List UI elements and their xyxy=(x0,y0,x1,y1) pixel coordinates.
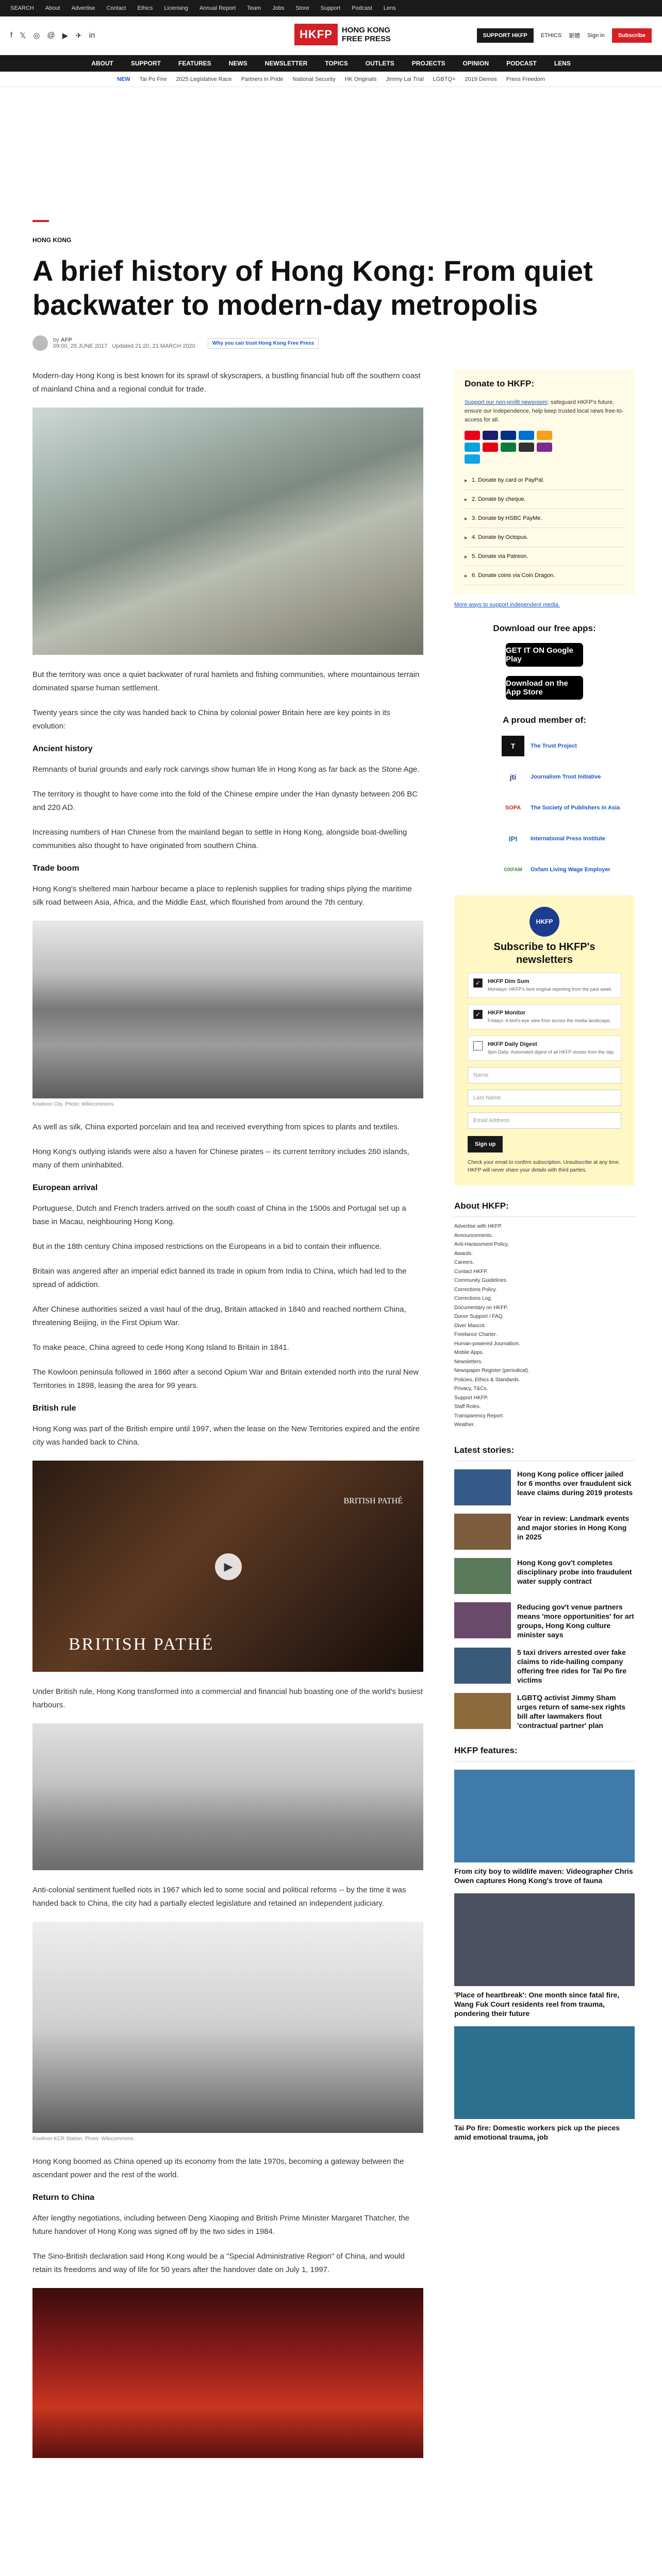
nav-about[interactable]: ABOUT xyxy=(91,60,113,67)
donate-option[interactable]: ▸ 6. Donate coins via Coin Dragon. xyxy=(465,566,624,585)
signup-button[interactable]: Sign up xyxy=(468,1136,503,1153)
nav-opinion[interactable]: OPINION xyxy=(462,60,489,67)
language-link[interactable]: 繁體 xyxy=(569,33,581,39)
payment-methods xyxy=(465,431,557,464)
about-link[interactable]: Policies, Ethics & Standards. xyxy=(454,1377,520,1383)
top-link-advertise[interactable]: Advertise xyxy=(71,5,95,11)
photo-caption: Kowloon City. Photo: Wikicommons. xyxy=(32,1101,115,1107)
paragraph: But in the 18th century China imposed restrictions on the Europeans in a bid to contain their influence. xyxy=(32,1242,382,1251)
trending-item[interactable]: 2019 Demos xyxy=(465,76,497,82)
feature-image[interactable] xyxy=(454,1893,635,1986)
story-thumbnail[interactable] xyxy=(454,1602,511,1638)
about-link[interactable]: Donor Support / FAQ. xyxy=(454,1314,504,1319)
newsletter-fine-print: Check your email to confirm subscription. Unsubscribe at any time. HKFP will never share your details with third parties. xyxy=(468,1160,620,1173)
nav-outlets[interactable]: OUTLETS xyxy=(365,60,394,67)
top-link-support[interactable]: Support xyxy=(320,5,341,11)
name-input[interactable]: Name xyxy=(468,1067,621,1083)
section-heading: European arrival xyxy=(32,1183,98,1192)
nav-lens[interactable]: LENS xyxy=(554,60,571,67)
nav-news[interactable]: NEWS xyxy=(228,60,247,67)
top-link-annual-report[interactable]: Annual Report xyxy=(199,5,236,11)
story-headline[interactable]: Year in review: Landmark events and major stories in Hong Kong in 2025 xyxy=(517,1514,630,1541)
youtube-icon[interactable]: ▶ xyxy=(62,31,69,40)
paragraph: Anti-colonial sentiment fuelled riots in 1967 which led to some social and political reforms -- by the time it was handed back to China, the city had a partially elected legislature and retained an independent judiciary. xyxy=(32,1886,406,1908)
newsletter-desc: 9pm Daily: Automated digest of all HKFP stories from the day. xyxy=(488,1049,615,1055)
checkbox-checked[interactable]: ✓ xyxy=(473,978,483,988)
jti-logo: jti xyxy=(509,773,517,781)
nav-podcast[interactable]: PODCAST xyxy=(506,60,537,67)
facebook-icon[interactable]: f xyxy=(10,31,13,40)
paragraph: Britain was angered after an imperial edict banned its trade in opium from India to China, which had led to the spread of addiction. xyxy=(32,1267,407,1289)
newsletter-name: HKFP Dim Sum xyxy=(488,978,529,985)
paragraph: The territory is thought to have come into the fold of the Chinese empire under the Han dynasty between 206 BC and 220 AD. xyxy=(32,790,418,812)
trust-link[interactable]: Why you can trust Hong Kong Free Press xyxy=(208,338,319,349)
paragraph: But the territory was once a quiet backwater of rural hamlets and fishing communities, where mountainous terrain dominated sparse human settlement. xyxy=(32,670,420,692)
brand-row xyxy=(0,16,662,55)
newsletter-name: HKFP Daily Digest xyxy=(488,1041,537,1047)
video-watermark: BRITISH PATHÉ xyxy=(343,1497,403,1505)
trending-bar xyxy=(0,72,662,87)
sidebar xyxy=(454,369,635,2471)
handover-photo xyxy=(32,2288,423,2458)
member-trust-project[interactable] xyxy=(502,736,635,756)
story-thumbnail[interactable] xyxy=(454,1558,511,1594)
kowloon-city-photo xyxy=(32,921,423,1098)
photo-caption: Kowloon KCR Station. Photo: Wikicommons. xyxy=(32,2136,135,2142)
story-thumbnail[interactable] xyxy=(454,1693,511,1729)
latest-list xyxy=(454,1469,635,1730)
newsletter-option[interactable] xyxy=(468,973,621,998)
paragraph: Hong Kong was part of the British empire until 1997, when the lease on the New Territories expired and the entire city was handed back to China. xyxy=(32,1425,420,1447)
feature-item[interactable] xyxy=(454,1770,635,1885)
threads-icon[interactable]: @ xyxy=(47,31,55,40)
about-link[interactable]: Support HKFP. xyxy=(454,1395,488,1401)
story-item[interactable] xyxy=(454,1558,635,1594)
figure xyxy=(32,921,423,1107)
checkbox-checked[interactable]: ✓ xyxy=(473,1010,483,1019)
payment-card-icon xyxy=(519,443,534,452)
author-name[interactable]: AFP xyxy=(60,337,72,343)
donate-option[interactable]: ▸ 2. Donate by cheque. xyxy=(465,490,624,509)
section-heading: Trade boom xyxy=(32,864,79,873)
article-body xyxy=(32,369,423,2471)
logo-line2: FREE PRESS xyxy=(341,35,391,43)
about-link[interactable]: Weather. xyxy=(454,1422,475,1428)
social-links xyxy=(10,31,95,40)
member-label: The Society of Publishers in Asia xyxy=(531,805,620,811)
avatar xyxy=(32,335,48,351)
donate-option[interactable]: ▸ 4. Donate by Octopus. xyxy=(465,528,624,547)
site-logo[interactable] xyxy=(294,24,391,45)
top-link-contact[interactable]: Contact xyxy=(106,5,126,11)
logo-mark: HKFP xyxy=(294,24,338,45)
play-icon[interactable]: ▶ xyxy=(215,1553,242,1580)
support-button[interactable]: SUPPORT HKFP xyxy=(477,28,534,43)
about-link[interactable]: Corrections Log. xyxy=(454,1296,492,1301)
paragraph: The Sino-British declaration said Hong Kong would be a "Special Administrative Region" of China, and would retain its freedoms and way of life for 50 years after the handover date on July 1, 1997. xyxy=(32,2252,405,2274)
about-links xyxy=(454,1222,635,1430)
logo-line1: HONG KONG xyxy=(341,26,391,35)
payment-card-icon xyxy=(537,443,552,452)
story-item[interactable] xyxy=(454,1648,635,1685)
trending-item[interactable]: 2025 Legislative Race xyxy=(176,76,232,82)
top-link-jobs[interactable]: Jobs xyxy=(272,5,285,11)
newsletter-title: Subscribe to HKFP's newsletters xyxy=(493,941,595,965)
video-title: BRITISH PATHÉ xyxy=(69,1635,214,1654)
donate-option[interactable]: ▸ 3. Donate by HSBC PayMe. xyxy=(465,509,624,528)
about-link[interactable]: Newsletters. xyxy=(454,1359,483,1365)
paragraph: Under British rule, Hong Kong transformed into a commercial and financial hub boasting one of the world's busiest harbours. xyxy=(32,1687,423,1709)
story-headline[interactable]: LGBTQ activist Jimmy Sham urges return of same-sex rights bill after lawmakers flout 'contractual partner' plan xyxy=(517,1693,626,1730)
apps-title: Download our free apps: xyxy=(493,623,596,633)
top-link-licensing[interactable]: Licensing xyxy=(164,5,188,11)
paragraph: After lengthy negotiations, including between Deng Xiaoping and British Prime Minister Margaret Thatcher, the future handover of Hong Kong was signed off by the two sides in 1984. xyxy=(32,2214,409,2236)
donate-intro-link[interactable]: Support our non-profit newsroom xyxy=(465,399,548,405)
video-player[interactable] xyxy=(32,1461,423,1672)
about-link[interactable]: Newspaper Register (periodical). xyxy=(454,1368,529,1374)
about-link[interactable]: Announcements. xyxy=(454,1232,493,1239)
section-heading: Ancient history xyxy=(32,744,93,753)
story-thumbnail[interactable] xyxy=(454,1648,511,1684)
trending-label: NEW xyxy=(117,76,130,82)
publish-date: 09:00, 29 JUNE 2017 xyxy=(53,343,108,349)
about-link[interactable]: Documentary on HKFP. xyxy=(454,1304,508,1311)
ipi-logo: IPI xyxy=(508,835,518,843)
trust-project-logo: T xyxy=(502,736,524,756)
about-link[interactable]: Privacy, T&Cs. xyxy=(454,1386,488,1392)
paragraph: To make peace, China agreed to cede Hong Kong Island to Britain in 1841. xyxy=(32,1343,289,1352)
feature-headline[interactable]: 'Place of heartbreak': One month since fatal fire, Wang Fuk Court residents reel from trauma, pondering their future xyxy=(454,1990,620,2018)
nav-projects[interactable]: PROJECTS xyxy=(411,60,445,67)
figure xyxy=(32,1922,423,2142)
header-actions xyxy=(477,28,652,43)
x-icon[interactable]: 𝕏 xyxy=(20,31,26,40)
about-link[interactable]: Human-powered Journalism. xyxy=(454,1341,520,1347)
donate-option[interactable]: ▸ 1. Donate by card or PayPal. xyxy=(465,471,624,490)
hkfp-badge: HKFP xyxy=(529,907,559,937)
about-link[interactable]: Diver Mascot. xyxy=(454,1323,486,1329)
story-item[interactable] xyxy=(454,1514,635,1550)
member-sopa[interactable] xyxy=(502,798,635,818)
about-title: About HKFP: xyxy=(454,1201,635,1217)
about-link[interactable]: Staff Roles. xyxy=(454,1404,481,1410)
story-headline[interactable]: Hong Kong gov't completes disciplinary probe into fraudulent water supply contract xyxy=(517,1558,632,1585)
city-aerial-photo xyxy=(32,408,423,655)
trending-item[interactable]: National Security xyxy=(292,76,336,82)
donate-title: Donate to HKFP: xyxy=(465,379,535,388)
about-link[interactable]: Anti-Harassment Policy. xyxy=(454,1242,509,1247)
donate-intro-text: : safeguard HKFP's future, ensure our independence, help keep trusted local news free-to-access for all. xyxy=(465,399,624,423)
about-link[interactable]: Freelance Charter. xyxy=(454,1332,497,1337)
top-link-podcast[interactable]: Podcast xyxy=(352,5,372,11)
features-list xyxy=(454,1770,635,2142)
content-columns xyxy=(0,369,662,2471)
donate-box xyxy=(454,369,635,595)
nav-topics[interactable]: TOPICS xyxy=(325,60,348,67)
signin-link[interactable]: Sign in xyxy=(587,32,605,39)
email-input[interactable]: Email Address xyxy=(468,1112,621,1129)
paragraph: Hong Kong boomed as China opened up its economy from the late 1970s, becoming a gateway between the ascendant power and the rest of the world. xyxy=(32,2157,404,2179)
story-thumbnail[interactable] xyxy=(454,1514,511,1550)
members-title: A proud member of: xyxy=(503,715,586,725)
story-item[interactable] xyxy=(454,1469,635,1505)
about-link[interactable]: Awards. xyxy=(454,1250,473,1257)
about-link[interactable]: Corrections Policy. xyxy=(454,1286,497,1293)
nav-features[interactable]: FEATURES xyxy=(178,60,211,67)
top-link-about[interactable]: About xyxy=(45,5,60,11)
story-item[interactable] xyxy=(454,1602,635,1639)
newsletter-name: HKFP Monitor xyxy=(488,1010,526,1016)
top-link-lens[interactable]: Lens xyxy=(383,5,396,11)
member-ipi[interactable] xyxy=(502,828,635,849)
top-link-team[interactable]: Team xyxy=(247,5,261,11)
payment-card-icon xyxy=(465,431,480,440)
linkedin-icon[interactable]: in xyxy=(89,31,95,40)
sopa-logo: SOPA xyxy=(505,805,521,811)
story-headline[interactable]: Hong Kong police officer jailed for 6 months over fraudulent sick leave claims during 2019 protests xyxy=(517,1469,633,1497)
story-item[interactable] xyxy=(454,1693,635,1730)
newsletter-box xyxy=(454,895,635,1185)
top-link-store[interactable]: Store xyxy=(295,5,309,11)
about-link[interactable]: Community Guidelines. xyxy=(454,1278,508,1283)
trending-item[interactable]: HK Originals xyxy=(344,76,377,82)
kcr-station-photo xyxy=(32,1922,423,2133)
about-link[interactable]: Transparency Report. xyxy=(454,1413,504,1419)
harbour-photo xyxy=(32,1723,423,1870)
feature-item[interactable] xyxy=(454,2026,635,2142)
article-header xyxy=(0,220,662,351)
member-jti[interactable] xyxy=(502,767,635,787)
last-name-input[interactable]: Last Name xyxy=(468,1090,621,1106)
about-link[interactable]: Mobile Apps. xyxy=(454,1350,484,1355)
payment-card-icon xyxy=(501,443,516,452)
trending-item[interactable]: Tai Po Fire xyxy=(139,76,167,82)
feature-image[interactable] xyxy=(454,1770,635,1862)
paragraph: As well as silk, China exported porcelain and tea and received everything from spices to plants and textiles. xyxy=(32,1123,400,1131)
newsletter-desc: Mondays: HKFP's best original reporting from the past week. xyxy=(488,987,613,992)
donate-options xyxy=(465,471,624,585)
payment-card-icon xyxy=(501,431,516,440)
paragraph: Portuguese, Dutch and French traders arrived on the south coast of China in the 1500s and Portugal set up a base in Macau, neighbouring Hong Kong. xyxy=(32,1204,406,1226)
oxfam-logo: OXFAM xyxy=(504,867,522,873)
payment-card-icon xyxy=(519,431,534,440)
paragraph: After Chinese authorities seized a vast haul of the drug, Britain attacked in 1840 and reached northern China, threatening Beijing, in the First Opium War. xyxy=(32,1305,406,1327)
latest-title: Latest stories: xyxy=(454,1445,635,1461)
google-play-badge[interactable]: GET IT ON Google Play xyxy=(506,643,583,667)
feature-headline[interactable]: Tai Po fire: Domestic workers pick up the pieces amid emotional trauma, job xyxy=(454,2123,620,2141)
member-label: Oxfam Living Wage Employer xyxy=(531,867,610,873)
about-link[interactable]: Careers. xyxy=(454,1260,474,1265)
newsletter-option[interactable] xyxy=(468,1004,621,1029)
section-heading: Return to China xyxy=(32,2193,94,2202)
payment-card-icon xyxy=(537,431,552,440)
member-label: International Press Institute xyxy=(531,836,605,842)
paragraph: Remnants of burial grounds and early rock carvings show human life in Hong Kong as far back as the Stone Age. xyxy=(32,765,420,774)
trending-item[interactable]: Jimmy Lai Trial xyxy=(386,76,424,82)
paragraph: Twenty years since the city was handed back to China by colonial power Britain here are key points in its evolution: xyxy=(32,708,390,731)
nav-newsletter[interactable]: NEWSLETTER xyxy=(264,60,308,67)
section-heading: British rule xyxy=(32,1404,76,1413)
paragraph: Hong Kong's sheltered main harbour became a place to replenish supplies for trading ships plying the maritime silk road between Asia, Africa, and the Middle East, which flourished from around the 7th century. xyxy=(32,885,412,907)
story-thumbnail[interactable] xyxy=(454,1469,511,1505)
app-store-badge[interactable]: Download on the App Store xyxy=(506,676,583,700)
trending-item[interactable]: Press Freedom xyxy=(506,76,545,82)
search-link[interactable]: SEARCH xyxy=(10,5,34,11)
paragraph: Hong Kong's outlying islands were also a haven for Chinese pirates -- its current territory includes 260 islands, many of them uninhabited. xyxy=(32,1147,409,1170)
subscribe-button[interactable]: Subscribe xyxy=(612,28,652,43)
payment-card-icon xyxy=(465,454,480,464)
feature-image[interactable] xyxy=(454,2026,635,2119)
updated-date: Updated 21:20, 21 MARCH 2020 xyxy=(112,343,195,349)
paragraph: Increasing numbers of Han Chinese from the mainland began to settle in Hong Kong, alongside boat-dwelling communities also thought to have originated from southern China. xyxy=(32,828,407,850)
paragraph: The Kowloon peninsula followed in 1860 after a second Opium War and Britain extended north into the rural New Territories in 1898, leasing the area for 99 years. xyxy=(32,1368,419,1390)
features-title: HKFP features: xyxy=(454,1745,635,1761)
member-label: The Trust Project xyxy=(531,743,577,749)
telegram-icon[interactable]: ✈ xyxy=(75,31,82,40)
feature-headline[interactable]: From city boy to wildlife maven: Videographer Chris Owen captures Hong Kong's trove of fauna xyxy=(454,1867,633,1885)
more-ways-link[interactable]: More ways to support independent media. xyxy=(454,602,560,608)
story-headline[interactable]: 5 taxi drivers arrested over fake claims to ride-hailing company offering free rides for Tai Po fire victims xyxy=(517,1648,627,1684)
newsletter-desc: Fridays: A bird's-eye view from across the media landscape. xyxy=(488,1018,611,1023)
member-label: Journalism Trust Initiative xyxy=(531,774,601,780)
newsletter-option[interactable] xyxy=(468,1036,621,1061)
accent-rule xyxy=(32,220,49,222)
byline xyxy=(32,335,630,351)
member-oxfam[interactable] xyxy=(502,859,635,880)
article-category[interactable]: HONG KONG xyxy=(32,236,72,244)
top-bar xyxy=(0,0,662,16)
ethics-link[interactable]: ETHICS xyxy=(540,32,562,39)
instagram-icon[interactable]: ◎ xyxy=(33,31,40,40)
story-headline[interactable]: Reducing gov't venue partners means 'more opportunities' for art groups, Hong Kong culture minister says xyxy=(517,1602,634,1639)
main-nav xyxy=(0,55,662,72)
author-prefix: by xyxy=(53,337,59,343)
checkbox-unchecked[interactable] xyxy=(473,1041,483,1050)
about-link[interactable]: Advertise with HKFP. xyxy=(454,1224,503,1229)
payment-card-icon xyxy=(483,431,498,440)
payment-card-icon xyxy=(465,443,480,452)
trending-item[interactable]: Partners in Pride xyxy=(241,76,284,82)
about-link[interactable]: Contact HKFP. xyxy=(454,1268,488,1275)
article-title: A brief history of Hong Kong: From quiet backwater to modern-day metropolis xyxy=(32,255,593,321)
nav-support[interactable]: SUPPORT xyxy=(130,60,161,67)
top-link-ethics[interactable]: Ethics xyxy=(137,5,153,11)
donate-option[interactable]: ▸ 5. Donate via Patreon. xyxy=(465,547,624,566)
trending-item[interactable]: LGBTQ+ xyxy=(433,76,456,82)
feature-item[interactable] xyxy=(454,1893,635,2018)
payment-card-icon xyxy=(483,443,498,452)
paragraph: Modern-day Hong Kong is best known for its sprawl of skyscrapers, a bustling financial hub off the southern coast of mainland China and a regional conduit for trade. xyxy=(32,371,421,394)
